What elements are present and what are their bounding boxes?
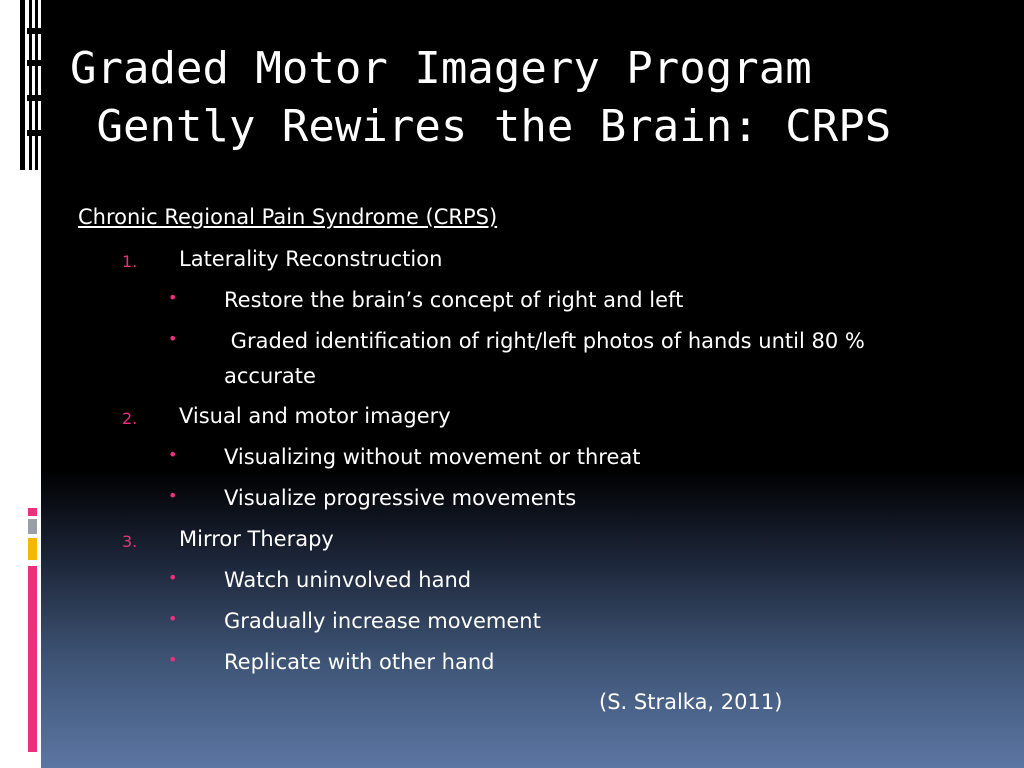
accent-bar-yellow xyxy=(28,538,37,560)
list-bullet: Graded identification of right/left photos of hands until 80 % xyxy=(224,329,865,353)
section-heading: Chronic Regional Pain Syndrome (CRPS) xyxy=(78,205,498,229)
bullet-icon: • xyxy=(168,288,178,307)
list-number: 1. xyxy=(122,252,138,271)
bullet-icon: • xyxy=(168,650,178,669)
strip-tick xyxy=(27,130,41,136)
strip-tick xyxy=(27,28,41,34)
list-item-label: Visual and motor imagery xyxy=(179,404,451,428)
bullet-icon: • xyxy=(168,329,178,348)
accent-bar-pink-long xyxy=(28,566,37,752)
list-bullet: Visualizing without movement or threat xyxy=(224,445,641,469)
bullet-icon: • xyxy=(168,445,178,464)
list-bullet: Gradually increase movement xyxy=(224,609,541,633)
title-line-2: Gently Rewires the Brain: CRPS xyxy=(70,101,892,152)
list-bullet: Restore the brain’s concept of right and left xyxy=(224,288,684,312)
slide-title xyxy=(70,40,990,156)
bullet-icon: • xyxy=(168,568,178,587)
strip-tick xyxy=(27,95,41,101)
bullet-icon: • xyxy=(168,486,178,505)
list-item-label: Laterality Reconstruction xyxy=(179,247,443,271)
list-item-label: Mirror Therapy xyxy=(179,527,334,551)
citation: (S. Stralka, 2011) xyxy=(599,690,783,714)
strip-line xyxy=(29,0,32,170)
list-bullet: Watch uninvolved hand xyxy=(224,568,472,592)
bullet-icon: • xyxy=(168,609,178,628)
accent-bar-pink xyxy=(28,508,37,516)
accent-bar-gray xyxy=(28,519,37,534)
left-decorative-strip xyxy=(0,0,41,768)
strip-tick xyxy=(27,60,41,66)
list-bullet-continuation: accurate xyxy=(224,364,316,388)
strip-line xyxy=(35,0,38,170)
list-bullet: Visualize progressive movements xyxy=(224,486,577,510)
list-bullet: Replicate with other hand xyxy=(224,650,495,674)
strip-line xyxy=(20,0,25,170)
title-line-1: Graded Motor Imagery Program xyxy=(70,43,812,94)
list-number: 3. xyxy=(122,532,138,551)
list-number: 2. xyxy=(122,409,138,428)
